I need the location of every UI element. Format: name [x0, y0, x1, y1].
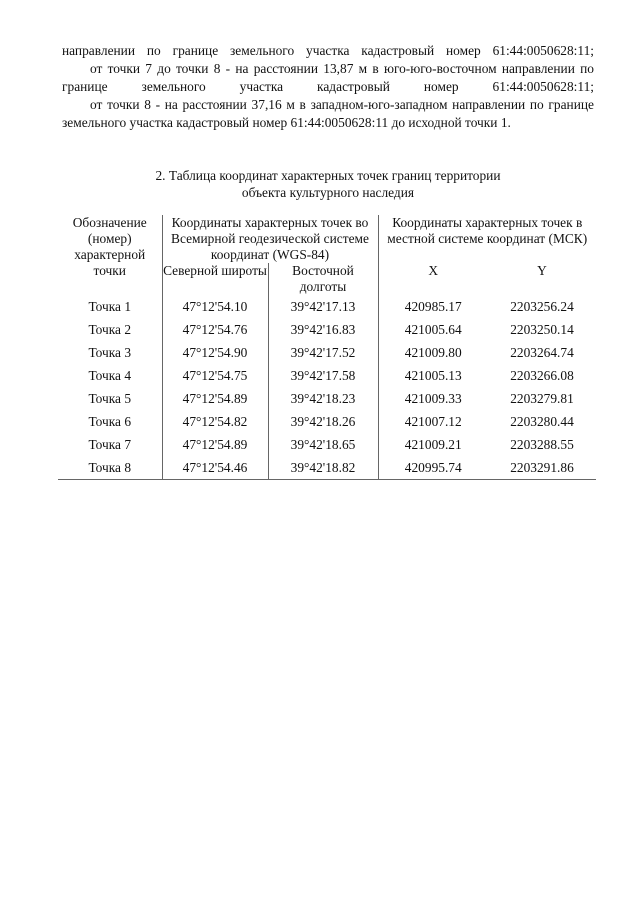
cell-north-latitude: 47°12'54.76 — [162, 318, 268, 341]
cell-point-name: Точка 8 — [58, 456, 162, 480]
table-body — [58, 295, 596, 480]
cell-y: 2203291.86 — [488, 456, 596, 480]
header-wgs84-group: Координаты характерных точек во Всемирной геодезической системе координат (WGS-84) — [162, 215, 378, 263]
cell-east-longitude: 39°42'18.65 — [268, 433, 378, 456]
table-row — [58, 433, 596, 456]
cell-east-longitude: 39°42'17.52 — [268, 341, 378, 364]
cell-east-longitude: 39°42'17.58 — [268, 364, 378, 387]
header-north-latitude: Северной широты — [162, 263, 268, 295]
table-title-line-1: 2. Таблица координат характерных точек границ территории — [155, 168, 501, 183]
coordinates-table — [58, 215, 596, 480]
cell-y: 2203266.08 — [510, 368, 574, 383]
cell-y: 2203256.24 — [510, 299, 574, 314]
header-x: X — [428, 263, 439, 278]
table-row — [58, 410, 596, 433]
paragraph-point-7-8: от точки 7 до точки 8 - на расстоянии 13,87 м в юго-юго-восточном направлении по границе земельного участка кадастровый номер 61:44:0050628:11; — [62, 61, 594, 94]
cell-y: 2203280.44 — [510, 414, 574, 429]
cell-point-name: Точка 1 — [58, 295, 162, 318]
cell-y: 2203250.14 — [510, 322, 574, 337]
table-title-line-2: объекта культурного наследия — [241, 185, 415, 200]
table-row — [58, 341, 596, 364]
cell-north-latitude: 47°12'54.90 — [162, 341, 268, 364]
cell-y: 2203279.81 — [510, 391, 574, 406]
cell-north-latitude: 47°12'54.46 — [162, 456, 268, 480]
cell-point-name: Точка 7 — [58, 433, 162, 456]
cell-east-longitude: 39°42'17.13 — [268, 295, 378, 318]
cell-point-name: Точка 3 — [58, 341, 162, 364]
header-east-longitude: Восточной долготы — [268, 263, 378, 295]
cell-point-name: Точка 2 — [58, 318, 162, 341]
cell-point-name: Точка 4 — [58, 364, 162, 387]
table-title — [62, 167, 594, 201]
cell-point-name: Точка 6 — [58, 410, 162, 433]
cell-point-name: Точка 5 — [58, 387, 162, 410]
cell-x: 420995.74 — [378, 456, 488, 480]
cell-x: 421005.64 — [404, 322, 462, 337]
cell-x: 421007.12 — [404, 414, 462, 429]
paragraph-continuation: направлении по границе земельного участка кадастровый номер 61:44:0050628:11; — [62, 43, 594, 58]
table-row — [58, 387, 596, 410]
body-text — [62, 42, 594, 132]
cell-east-longitude: 39°42'18.26 — [268, 410, 378, 433]
header-msk-group: Координаты характерных точек в местной системе координат (МСК) — [387, 215, 588, 246]
cell-x: 420985.17 — [404, 299, 462, 314]
cell-y: 2203288.55 — [510, 437, 574, 452]
cell-north-latitude: 47°12'54.89 — [162, 387, 268, 410]
cell-east-longitude: 39°42'18.82 — [268, 456, 378, 480]
table-row — [58, 318, 596, 341]
header-designation: Обозначение (номер) характерной точки — [58, 215, 162, 295]
table-row — [58, 456, 596, 480]
cell-x: 421009.21 — [404, 437, 462, 452]
cell-x: 421005.13 — [404, 368, 462, 383]
table-row — [58, 295, 596, 318]
header-y: Y — [537, 263, 547, 278]
cell-north-latitude: 47°12'54.10 — [162, 295, 268, 318]
cell-east-longitude: 39°42'18.23 — [268, 387, 378, 410]
cell-x: 421009.33 — [404, 391, 462, 406]
table-row — [58, 364, 596, 387]
cell-y: 2203264.74 — [510, 345, 574, 360]
cell-north-latitude: 47°12'54.82 — [162, 410, 268, 433]
cell-east-longitude: 39°42'16.83 — [268, 318, 378, 341]
paragraph-point-8-1: от точки 8 - на расстоянии 37,16 м в западном-юго-западном направлении по границе земельного участка кадастровый номер 61:44:0050628:11 до исходной точки 1. — [62, 97, 594, 130]
cell-north-latitude: 47°12'54.89 — [162, 433, 268, 456]
cell-x: 421009.80 — [404, 345, 462, 360]
cell-north-latitude: 47°12'54.75 — [162, 364, 268, 387]
